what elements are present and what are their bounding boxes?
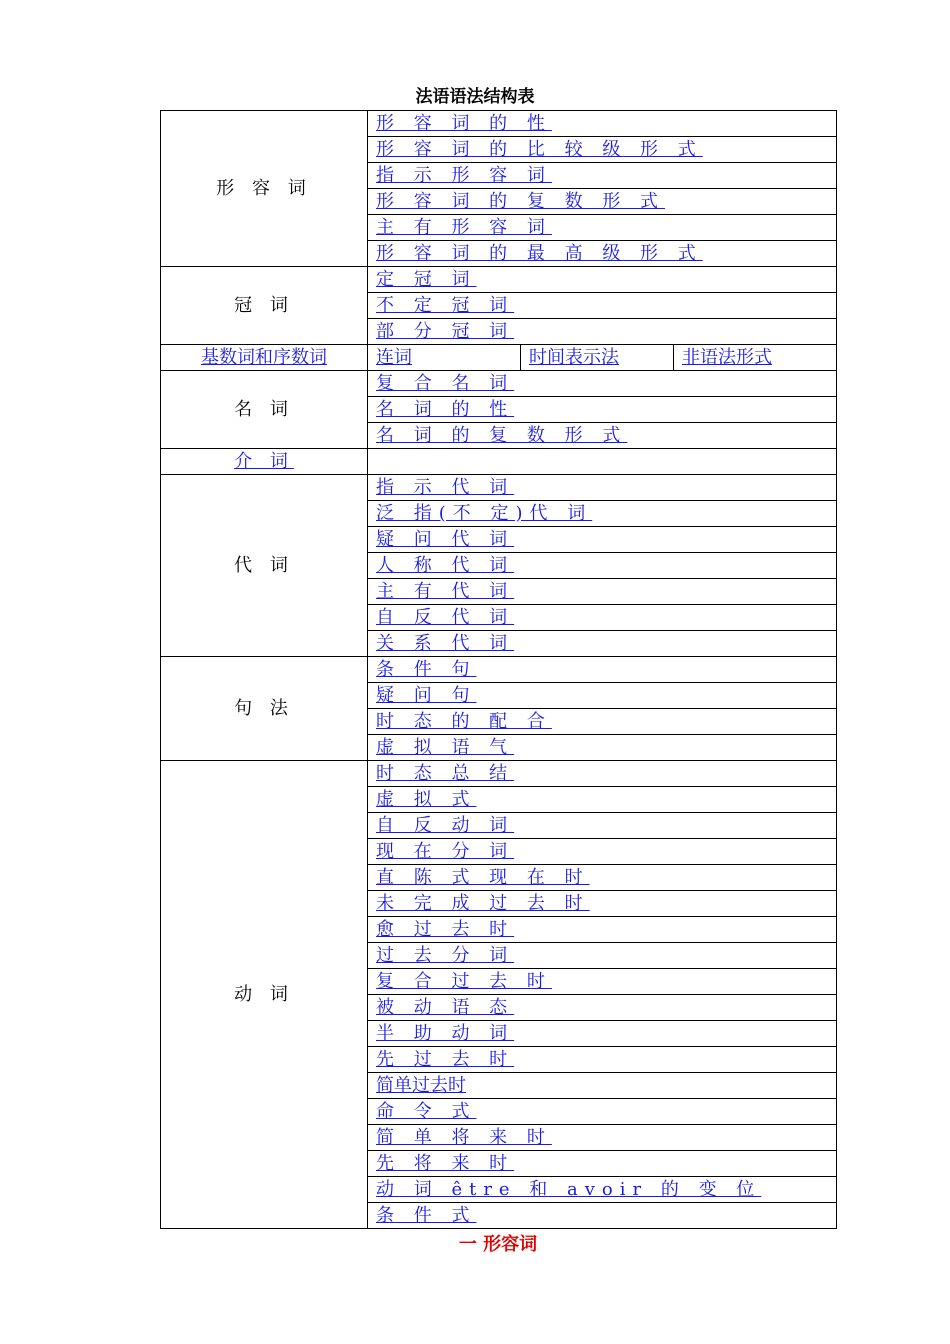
topic-link-pronoun-5[interactable]: 自 反 代 词 [376, 606, 515, 628]
topic-link-verb-6[interactable]: 愈 过 去 时 [376, 918, 515, 940]
category-numerals[interactable] [161, 345, 368, 371]
topic-link-pronoun-3[interactable]: 人 称 代 词 [376, 554, 515, 576]
table-row [161, 371, 837, 397]
topic-link-syntax-2[interactable]: 时 态 的 配 合 [376, 710, 552, 732]
topic-link-verb-17[interactable]: 条 件 式 [376, 1204, 477, 1226]
category-noun [161, 371, 368, 449]
topic-link-verb-11[interactable]: 先 过 去 时 [376, 1048, 515, 1070]
topic-cell [368, 605, 837, 631]
topic-cell [521, 345, 674, 371]
topic-link-verb-5[interactable]: 未 完 成 过 去 时 [376, 892, 590, 914]
topic-cell [368, 423, 837, 449]
topic-cell [368, 371, 837, 397]
category-article [161, 267, 368, 345]
category-label-adjective: 形 容 词 [216, 177, 312, 199]
topic-link-verb-7[interactable]: 过 去 分 词 [376, 944, 515, 966]
topic-cell [368, 189, 837, 215]
topic-link-adjective-2[interactable]: 指 示 形 容 词 [376, 164, 552, 186]
category-pronoun [161, 475, 368, 657]
topic-link-verb-14[interactable]: 简 单 将 来 时 [376, 1126, 552, 1148]
topic-cell [674, 345, 837, 371]
topic-cell [368, 969, 837, 995]
topic-cell [368, 631, 837, 657]
table-row [161, 761, 837, 787]
topic-link-verb-15[interactable]: 先 将 来 时 [376, 1152, 515, 1174]
topic-link-verb-8[interactable]: 复 合 过 去 时 [376, 970, 552, 992]
topic-cell [368, 319, 837, 345]
topic-cell [368, 501, 837, 527]
category-link-numerals[interactable]: 基数词和序数词 [201, 346, 327, 368]
category-label-article: 冠 词 [234, 294, 294, 316]
topic-link-pronoun-6[interactable]: 关 系 代 词 [376, 632, 515, 654]
topic-cell [368, 891, 837, 917]
grammar-structure-table [160, 110, 837, 1229]
topic-cell [368, 163, 837, 189]
topic-cell [368, 865, 837, 891]
topic-cell [368, 267, 837, 293]
section-heading-adjective: 一 形容词 [458, 1234, 538, 1255]
topic-link-verb-4[interactable]: 直 陈 式 现 在 时 [376, 866, 590, 888]
topic-link-verb-10[interactable]: 半 助 动 词 [376, 1022, 515, 1044]
topic-cell [368, 1203, 837, 1229]
topic-link-pronoun-1[interactable]: 泛 指(不 定)代 词 [376, 502, 593, 524]
topic-cell [368, 553, 837, 579]
topic-cell [368, 111, 837, 137]
topic-cell [368, 241, 837, 267]
table-row [161, 449, 837, 475]
topic-link-syntax-1[interactable]: 疑 问 句 [376, 684, 477, 706]
topic-cell [368, 839, 837, 865]
topic-link-verb-0[interactable]: 时 态 总 结 [376, 762, 515, 784]
topic-link-adjective-5[interactable]: 形 容 词 的 最 高 级 形 式 [376, 242, 703, 264]
topic-cell [368, 579, 837, 605]
topic-cell [368, 1125, 837, 1151]
topic-link-verb-1[interactable]: 虚 拟 式 [376, 788, 477, 810]
table-row [161, 345, 837, 371]
category-label-pronoun: 代 词 [234, 554, 294, 576]
topic-link-noun-2[interactable]: 名 词 的 复 数 形 式 [376, 424, 628, 446]
topic-link-noun-1[interactable]: 名 词 的 性 [376, 398, 515, 420]
topic-cell [368, 943, 837, 969]
category-label-syntax: 句 法 [234, 697, 294, 719]
topic-link-syntax-0[interactable]: 条 件 句 [376, 658, 477, 680]
topic-link-verb-3[interactable]: 现 在 分 词 [376, 840, 515, 862]
topic-link-adjective-1[interactable]: 形 容 词 的 比 较 级 形 式 [376, 138, 703, 160]
category-syntax [161, 657, 368, 761]
topic-cell [368, 1073, 837, 1099]
topic-cell [368, 813, 837, 839]
topic-cell [368, 475, 837, 501]
topic-cell [368, 1151, 837, 1177]
table-row [161, 657, 837, 683]
topic-link-pronoun-4[interactable]: 主 有 代 词 [376, 580, 515, 602]
topic-cell [368, 345, 521, 371]
table-row [161, 267, 837, 293]
topic-link-adjective-0[interactable]: 形 容 词 的 性 [376, 112, 552, 134]
page-title: 法语语法结构表 [415, 87, 535, 107]
topic-cell [368, 215, 837, 241]
topic-cell [368, 527, 837, 553]
topic-link-noun-0[interactable]: 复 合 名 词 [376, 372, 515, 394]
topic-cell [368, 917, 837, 943]
topic-link-pronoun-2[interactable]: 疑 问 代 词 [376, 528, 515, 550]
topic-link-verb-9[interactable]: 被 动 语 态 [376, 996, 515, 1018]
category-adjective [161, 111, 368, 267]
category-preposition[interactable] [161, 449, 368, 475]
topic-link-syntax-3[interactable]: 虚 拟 语 气 [376, 736, 515, 758]
topic-cell [368, 1177, 837, 1203]
topic-cell [368, 1099, 837, 1125]
category-verb [161, 761, 368, 1229]
topic-cell [368, 137, 837, 163]
topic-link-adjective-4[interactable]: 主 有 形 容 词 [376, 216, 552, 238]
topic-link-article-2[interactable]: 部 分 冠 词 [376, 320, 515, 342]
topic-cell [368, 657, 837, 683]
topic-link-pronoun-0[interactable]: 指 示 代 词 [376, 476, 515, 498]
topic-cell [368, 709, 837, 735]
topic-cell [368, 735, 837, 761]
category-label-noun: 名 词 [234, 398, 294, 420]
topic-link-adjective-3[interactable]: 形 容 词 的 复 数 形 式 [376, 190, 666, 212]
topic-link-numerals-2[interactable]: 非语法形式 [682, 346, 772, 368]
category-link-preposition[interactable]: 介 词 [234, 450, 294, 472]
empty-cell [368, 449, 837, 475]
topic-cell [368, 683, 837, 709]
topic-cell [368, 293, 837, 319]
topic-link-verb-13[interactable]: 命 令 式 [376, 1100, 477, 1122]
category-label-verb: 动 词 [234, 983, 294, 1005]
topic-cell [368, 787, 837, 813]
topic-cell [368, 1021, 837, 1047]
topic-cell [368, 1047, 837, 1073]
topic-link-verb-16[interactable]: 动 词 être 和 avoir 的 变 位 [376, 1178, 762, 1200]
table-row [161, 475, 837, 501]
topic-cell [368, 995, 837, 1021]
topic-link-numerals-1[interactable]: 时间表示法 [529, 346, 619, 368]
topic-cell [368, 397, 837, 423]
topic-link-verb-12[interactable]: 简单过去时 [376, 1074, 466, 1096]
topic-link-article-1[interactable]: 不 定 冠 词 [376, 294, 515, 316]
topic-cell [368, 761, 837, 787]
topic-link-numerals-0[interactable]: 连词 [376, 346, 412, 368]
table-row [161, 111, 837, 137]
topic-link-article-0[interactable]: 定 冠 词 [376, 268, 477, 290]
topic-link-verb-2[interactable]: 自 反 动 词 [376, 814, 515, 836]
